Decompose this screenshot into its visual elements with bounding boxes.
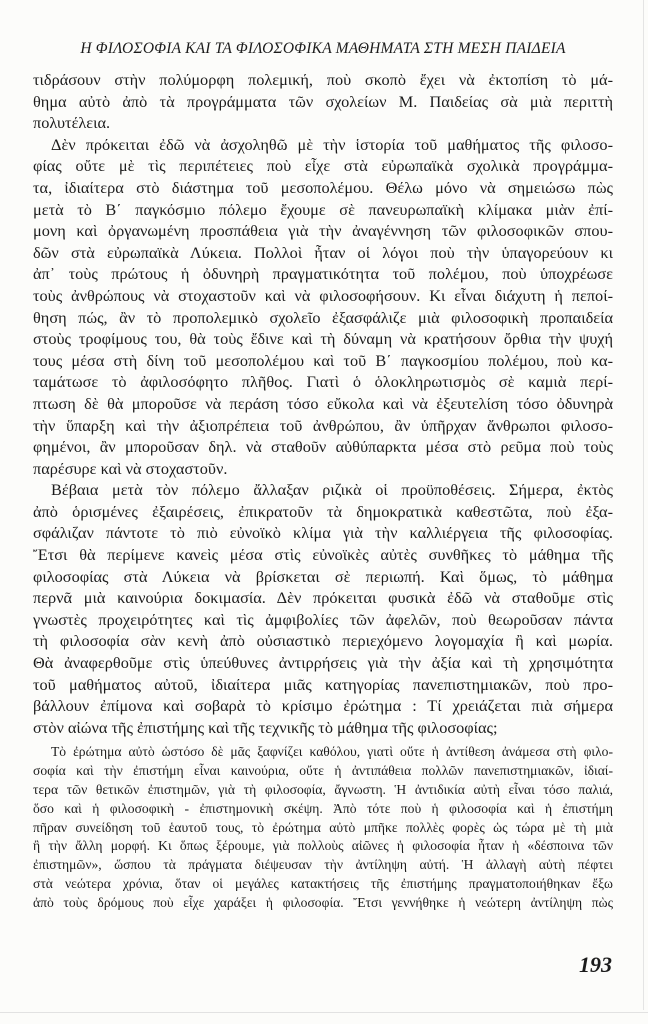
text-line: πολυτέλεια.	[33, 113, 111, 133]
text-line: ταμάτωσε τὸ ἀφιλοσόφητο πλῆθος. Γιατὶ ὁ ὁλοκληρωτισμὸς σὲ καμιὰ περί-	[33, 372, 613, 392]
text-line: στοὺς τροφίμους του, θὰ τοὺς ἔδινε καὶ τὴ δύναμη νὰ κρατήσουν ὄρθια τὴν ψυχή	[33, 329, 613, 349]
page-number: 193	[579, 952, 612, 977]
text-line: πτωση δὲ θὰ μποροῦσε νὰ περάση τόσο εὔκολα καὶ νὰ ἐξευτελίση τόσο ὀδυνηρὰ	[33, 393, 613, 413]
text-line: στὸν αἰώνα τῆς ἐπιστήμης καὶ τῆς τεχνικῆς τὸ μάθημα τῆς φιλοσοφίας;	[33, 717, 498, 737]
footnote-line: ἢ τὴν ἄλλη μορφή. Κι ὅπως ξέρουμε, γιὰ πολλοὺς αἰῶνες ἡ φιλοσοφία ἦταν ἡ «δέσποινα τῶν	[33, 838, 613, 854]
text-line: φίας οὔτε μὲ τὶς περιπέτειες ποὺ εἶχε στὰ εὐρωπαϊκὰ σχολικὰ προγράμμα-	[33, 156, 613, 176]
footnote-line: στὰ νεώτερα χρόνια, ὅταν οἱ μεγάλες κατακτήσεις τῆς ἐπιστήμης πραγματοποιήθηκαν ἔξω	[33, 876, 613, 892]
running-header: Η ΦΙΛΟΣΟΦΙΑ ΚΑΙ ΤΑ ΦΙΛΟΣΟΦΙΚΑ ΜΑΘΗΜΑΤΑ ΣΤΗ ΜΕΣΗ ΠΑΙΔΕΙΑ	[80, 40, 566, 57]
text-line: φιλοσοφίας στὰ Λύκεια νὰ βρίσκεται σὲ περιωπή. Καὶ ὅμως, τὸ μάθημα	[33, 566, 613, 586]
text-line: τους μέσα στὴ δίνη τοῦ μεσοπολέμου καὶ τοῦ Β΄ παγκοσμίου πολέμου, ποὺ κα-	[33, 350, 613, 370]
footnote-line: σοφία καὶ τὴν ἐπιστήμη εἶναι καινούρια, οὔτε ἡ ἀντιπάθεια πολλῶν πανεπιστημιακῶν, ἰδιαί-	[33, 762, 613, 778]
text-line: τιδράσουν στὴν πολύμορφη πολεμική, ποὺ σκοπὸ ἔχει νὰ ἐκτοπίση τὸ μά-	[33, 70, 613, 89]
footnote-line: Τὸ ἐρώτημα αὐτὸ ὡστόσο δὲ μᾶς ξαφνίζει καθόλου, γιατὶ οὔτε ἡ ἀντίθεση ἀνάμεσα στὴ φιλο-	[51, 744, 613, 759]
text-line: τοὺς ἀνθρώπους νὰ στοχαστοῦν καὶ νὰ φιλοσοφήσουν. Κι εἶναι διάχυτη ἡ πεποί-	[33, 285, 613, 305]
text-line: παρέσυρε καὶ νὰ στοχαστοῦν.	[33, 458, 228, 478]
footnote-line: πῆραν συνείδηση τοῦ ἑαυτοῦ τους, τὸ ἐρώτημα αὐτὸ μπῆκε πολλὲς φορὲς ὡς τώρα μὲ τὴ μιὰ	[33, 819, 613, 835]
text-line: τὴ φιλοσοφία σὰν κενὴ ἀπὸ οὐσιαστικὸ περιεχόμενο λογομαχία ἢ καὶ μωρία.	[33, 631, 613, 651]
text-line: μονη καὶ ὀργανωμένη προσπάθεια γιὰ τὴν ἀναγέννηση τῶν φιλοσοφικῶν σπου-	[33, 221, 613, 241]
page-bottom-edge	[0, 1012, 648, 1013]
text-line: σφάλιζαν πάντοτε τὸ πιὸ εὐνοϊκὸ κλίμα γιὰ τὴν καλλιέργεια τῆς φιλοσοφίας.	[33, 523, 613, 543]
text-line: Βέβαια μετὰ τὸν πόλεμο ἄλλαξαν ριζικὰ οἱ προϋποθέσεις. Σήμερα, ἐκτὸς	[51, 480, 613, 500]
text-line: γνωστὲς προχειρότητες καὶ τὶς ἀμφιβολίες τῶν ἀφελῶν, ποὺ θεωροῦσαν πάντα	[33, 609, 613, 629]
text-line: τοῦ μαθήματος αὐτοῦ, ἰδιαίτερα μιᾶς κατηγορίας πανεπιστημιακῶν, ποὺ προ-	[33, 674, 613, 694]
text-line: ἀπὸ ὁρισμένες ἐξαιρέσεις, ἐπικρατοῦν τὰ δημοκρατικὰ καθεστῶτα, ποὺ ἐξα-	[33, 501, 613, 521]
text-line: ἀπ᾿ τοὺς πρώτους ἡ ὀδυνηρὴ πραγματικότητα τοῦ πολέμου, ποὺ ὑποχρέωσε	[33, 264, 613, 284]
text-line: φημένοι, ἂν μποροῦσαν δηλ. νὰ σταθοῦν αὐθύπαρκτα μέσα στὸ ρεῦμα ποὺ τοὺς	[33, 437, 613, 457]
footnote-line: ἀπὸ τοὺς δρόμους ποὺ εἶχε χαράξει ἡ φιλοσοφία. Ἔτσι γεννήθηκε ἡ νεώτερη ἀντίληψη πὼς	[33, 895, 613, 911]
page-edge	[643, 0, 644, 1010]
text-line: δῶν στὰ εὐρωπαϊκὰ Λύκεια. Πολλοὶ ἦταν οἱ λόγοι ποὺ τὴν ὑπαγορεύουν κι	[33, 242, 613, 262]
main-text	[33, 69, 613, 738]
footnote-text	[33, 743, 613, 913]
text-line: Θὰ ἀναφερθοῦμε στὶς ὑπεύθυνες ἀντιρρήσεις γιὰ τὴν ἀξία καὶ τὴ χρησιμότητα	[33, 653, 613, 673]
text-line: περνᾶ μιὰ καινούρια δοκιμασία. Δὲν πρόκειται φυσικὰ ἐδῶ νὰ σταθοῦμε στὶς	[33, 588, 613, 608]
footnote-line: ὅσο καὶ ἡ φιλοσοφικὴ - ἐπιστημονικὴ σκέψη. Ἀπὸ τότε ποὺ ἡ φιλοσοφία καὶ ἡ ἐπιστήμη	[33, 800, 613, 816]
text-line: μετὰ τὸ Β΄ παγκόσμιο πόλεμο ἔχουμε σὲ πανευρωπαϊκὴ κλίμακα μιὰν ἐπί-	[33, 199, 613, 219]
text-line: βάλλουν ἐπίμονα καὶ σοβαρὰ τὸ κρίσιμο ἐρώτημα : Τί χρειάζεται πιὰ σήμερα	[33, 696, 613, 716]
footnote-line: τερα τῶν θετικῶν ἐπιστημῶν, γιὰ τὴ φιλοσοφία, ἄγνωστη. Ἡ ἀντιδικία αὐτὴ εἶναι τόσο παλιά,	[33, 781, 613, 797]
text-line: τα, ἰδιαίτερα στὸ διάστημα τοῦ μεσοπολέμου. Θέλω μόνο νὰ σημειώσω πὼς	[33, 177, 613, 197]
text-line: Ἔτσι θὰ περίμενε κανεὶς μέσα στὶς εὐνοϊκὲς αὐτὲς συνθῆκες τὸ μάθημα τῆς	[33, 545, 613, 565]
text-line: θηση πώς, ἂν τὸ προπολεμικὸ σχολεῖο ἐξασφάλιζε μιὰ φιλοσοφικὴ προπαιδεία	[33, 307, 613, 327]
text-line: θημα αὐτὸ ἀπὸ τὰ προγράμματα τῶν σχολείων Μ. Παιδείας σὰ μιὰ περιττὴ	[33, 91, 613, 111]
text-line: Δὲν πρόκειται ἐδῶ νὰ ἀσχοληθῶ μὲ τὴν ἱστορία τοῦ μαθήματος τῆς φιλοσο-	[51, 134, 613, 154]
footnote-line: ἐπιστημῶν», ὥσπου τὰ πράγματα διέψευσαν τὴν ἀντίληψη αὐτή. Ἡ ἀλλαγὴ αὐτὴ πέφτει	[33, 857, 613, 873]
text-line: τὴν ὕπαρξη καὶ τὴν ἀξιοπρέπεια τοῦ ἀνθρώπου, ἂν ὑπῆρχαν ἄνθρωποι φιλοσο-	[33, 415, 613, 435]
